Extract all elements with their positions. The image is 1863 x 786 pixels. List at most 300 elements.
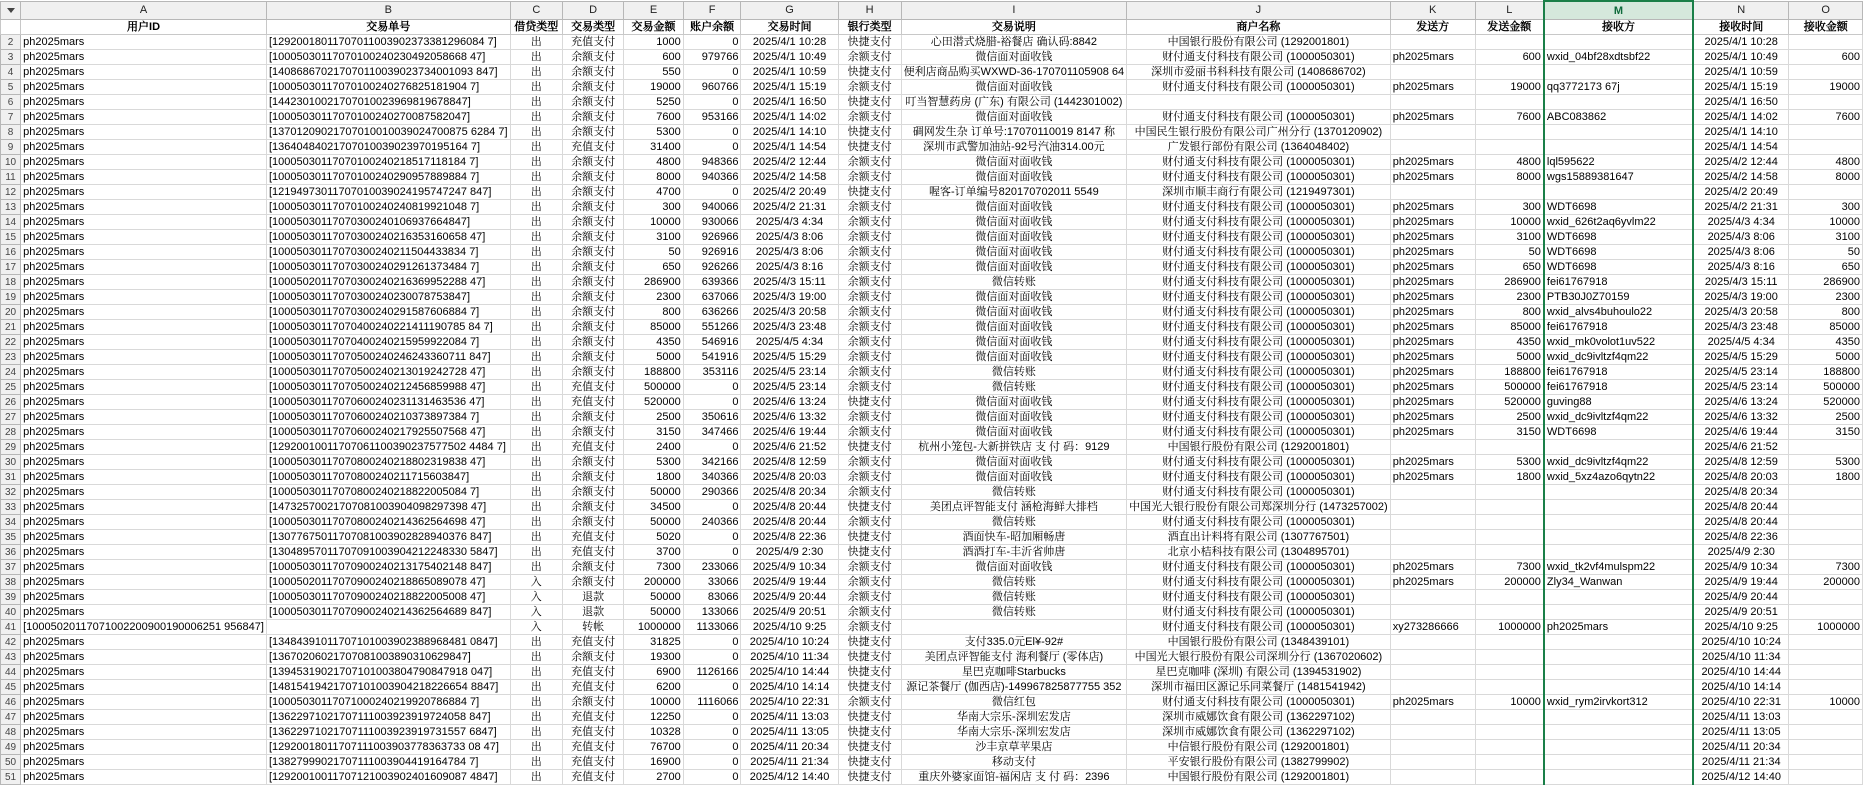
table-row[interactable] [1, 485, 1863, 500]
table-cell[interactable]: 286900 [1789, 275, 1863, 290]
table-cell[interactable]: 342166 [683, 455, 741, 470]
table-cell[interactable]: 2025/4/10 9:25 [1693, 620, 1789, 635]
table-cell[interactable]: 2025/4/5 23:14 [741, 380, 838, 395]
table-row[interactable] [1, 110, 1863, 125]
table-row[interactable] [1, 275, 1863, 290]
table-cell[interactable]: 500000 [1475, 380, 1544, 395]
table-cell[interactable]: 12250 [624, 710, 683, 725]
table-cell[interactable]: 重庆外婆家面馆-福闲店 支 付 码：2396 [901, 770, 1127, 785]
table-cell[interactable]: 余额支付 [838, 605, 901, 620]
table-cell[interactable]: 充值支付 [563, 725, 624, 740]
table-cell[interactable] [1789, 710, 1863, 725]
table-cell[interactable]: 微信转账 [901, 590, 1127, 605]
table-cell[interactable]: 沙丰京草苹果店 [901, 740, 1127, 755]
table-cell[interactable]: 余额支付 [563, 80, 624, 95]
table-row[interactable] [1, 50, 1863, 65]
table-cell[interactable]: 2025/4/12 14:40 [741, 770, 838, 785]
table-cell[interactable] [1789, 485, 1863, 500]
table-cell[interactable]: ph2025mars [1390, 320, 1475, 335]
table-cell[interactable]: 2025/4/1 14:02 [741, 110, 838, 125]
table-cell[interactable]: 2025/4/8 20:44 [741, 515, 838, 530]
table-cell[interactable] [1475, 710, 1544, 725]
column-header-k[interactable]: K [1390, 1, 1475, 20]
table-cell[interactable]: ph2025mars [21, 545, 267, 560]
table-cell[interactable]: fei61767918 [1544, 365, 1693, 380]
row-header[interactable]: 31 [1, 470, 21, 485]
table-cell[interactable]: [10005030117070300240216353160658 47] [266, 230, 510, 245]
table-cell[interactable]: 188800 [1475, 365, 1544, 380]
table-row[interactable] [1, 590, 1863, 605]
table-cell[interactable]: 出 [510, 530, 562, 545]
table-cell[interactable]: ph2025mars [21, 275, 267, 290]
table-cell[interactable]: 2300 [1475, 290, 1544, 305]
table-cell[interactable] [1390, 440, 1475, 455]
header-cell[interactable]: 接收方 [1544, 20, 1693, 35]
table-cell[interactable]: 3150 [1475, 425, 1544, 440]
row-header[interactable]: 5 [1, 80, 21, 95]
table-row[interactable] [1, 770, 1863, 785]
table-cell[interactable]: 余额支付 [838, 470, 901, 485]
table-cell[interactable]: ph2025mars [21, 395, 267, 410]
table-cell[interactable]: 余额支付 [838, 590, 901, 605]
table-cell[interactable]: [13484391011707101003902388968481 0847] [266, 635, 510, 650]
table-cell[interactable]: ph2025mars [21, 170, 267, 185]
table-cell[interactable]: 3700 [624, 545, 683, 560]
table-cell[interactable]: 2025/4/9 10:34 [741, 560, 838, 575]
table-cell[interactable] [1544, 755, 1693, 770]
table-cell[interactable]: ph2025mars [1390, 335, 1475, 350]
table-cell[interactable]: 0 [683, 125, 741, 140]
table-cell[interactable]: 953166 [683, 110, 741, 125]
row-header[interactable]: 2 [1, 35, 21, 50]
table-cell[interactable] [1544, 665, 1693, 680]
table-cell[interactable]: 0 [683, 680, 741, 695]
table-cell[interactable]: ph2025mars [21, 185, 267, 200]
table-cell[interactable]: 微信转账 [901, 275, 1127, 290]
table-cell[interactable]: 财付通支付科技有限公司 (1000050301) [1127, 470, 1391, 485]
table-cell[interactable]: 余额支付 [563, 215, 624, 230]
table-cell[interactable]: ph2025mars [21, 380, 267, 395]
table-cell[interactable]: 0 [683, 635, 741, 650]
table-cell[interactable]: 2025/4/10 11:34 [1693, 650, 1789, 665]
table-row[interactable] [1, 35, 1863, 50]
header-cell[interactable]: 发送金额 [1475, 20, 1544, 35]
table-cell[interactable] [1475, 515, 1544, 530]
table-cell[interactable]: 2025/4/2 12:44 [741, 155, 838, 170]
table-row[interactable] [1, 335, 1863, 350]
table-row[interactable] [1, 260, 1863, 275]
table-cell[interactable]: ph2025mars [21, 680, 267, 695]
table-cell[interactable]: xy273286666 [1390, 620, 1475, 635]
table-cell[interactable]: [10005030117070800240211715603847] [266, 470, 510, 485]
table-cell[interactable]: 926916 [683, 245, 741, 260]
table-cell[interactable]: ph2025mars [21, 440, 267, 455]
table-cell[interactable]: 19000 [1475, 80, 1544, 95]
table-row[interactable] [1, 470, 1863, 485]
table-cell[interactable]: ph2025mars [1390, 455, 1475, 470]
table-cell[interactable]: 出 [510, 185, 562, 200]
table-row[interactable] [1, 425, 1863, 440]
table-cell[interactable]: 1133066 [683, 620, 741, 635]
table-cell[interactable]: 出 [510, 725, 562, 740]
table-cell[interactable]: 余额支付 [838, 260, 901, 275]
table-cell[interactable]: 0 [683, 380, 741, 395]
table-cell[interactable]: 3100 [624, 230, 683, 245]
table-cell[interactable]: 微信面对面收钱 [901, 215, 1127, 230]
table-cell[interactable] [1789, 725, 1863, 740]
table-cell[interactable]: 余额支付 [838, 200, 901, 215]
table-cell[interactable]: 2025/4/3 15:11 [741, 275, 838, 290]
table-cell[interactable]: ph2025mars [1390, 170, 1475, 185]
table-cell[interactable]: 550 [624, 65, 683, 80]
table-cell[interactable]: 8000 [624, 170, 683, 185]
header-cell[interactable]: 交易说明 [901, 20, 1127, 35]
table-cell[interactable]: 0 [683, 500, 741, 515]
table-cell[interactable]: wxid_04bf28xdtsbf22 [1544, 50, 1693, 65]
table-cell[interactable]: 546916 [683, 335, 741, 350]
table-cell[interactable]: 微信面对面收钱 [901, 335, 1127, 350]
table-cell[interactable]: 4800 [1789, 155, 1863, 170]
row-header[interactable]: 30 [1, 455, 21, 470]
table-cell[interactable] [1390, 605, 1475, 620]
table-cell[interactable] [1544, 725, 1693, 740]
table-cell[interactable]: 83066 [683, 590, 741, 605]
table-cell[interactable]: 出 [510, 200, 562, 215]
table-cell[interactable]: ph2025mars [21, 335, 267, 350]
table-cell[interactable]: 2025/4/3 23:48 [741, 320, 838, 335]
table-cell[interactable] [1475, 545, 1544, 560]
row-header[interactable]: 39 [1, 590, 21, 605]
table-cell[interactable]: ph2025mars [21, 770, 267, 785]
table-cell[interactable]: ph2025mars [21, 470, 267, 485]
table-cell[interactable]: [13827999021707111003904419164784 7] [266, 755, 510, 770]
table-cell[interactable]: 财付通支付科技有限公司 (1000050301) [1127, 425, 1391, 440]
table-cell[interactable]: wxid_dc9ivltzf4qm22 [1544, 350, 1693, 365]
table-cell[interactable]: 财付通支付科技有限公司 (1000050301) [1127, 155, 1391, 170]
table-cell[interactable] [1475, 485, 1544, 500]
table-row[interactable] [1, 245, 1863, 260]
table-row[interactable] [1, 740, 1863, 755]
table-cell[interactable]: ph2025mars [1390, 425, 1475, 440]
table-cell[interactable]: ABC083862 [1544, 110, 1693, 125]
table-cell[interactable]: 余额支付 [563, 95, 624, 110]
column-header-a[interactable]: A [21, 1, 267, 20]
table-cell[interactable] [1789, 95, 1863, 110]
table-cell[interactable] [1544, 710, 1693, 725]
table-cell[interactable] [1789, 680, 1863, 695]
table-cell[interactable]: 财付通支付科技有限公司 (1000050301) [1127, 485, 1391, 500]
table-cell[interactable] [1475, 665, 1544, 680]
table-cell[interactable]: 2025/4/1 14:02 [1693, 110, 1789, 125]
table-cell[interactable]: 930066 [683, 215, 741, 230]
table-cell[interactable]: 出 [510, 755, 562, 770]
table-cell[interactable]: guving88 [1544, 395, 1693, 410]
table-cell[interactable]: 7300 [1789, 560, 1863, 575]
table-cell[interactable]: 余额支付 [838, 305, 901, 320]
table-cell[interactable]: PTB30J0Z70159 [1544, 290, 1693, 305]
row-header[interactable]: 33 [1, 500, 21, 515]
table-cell[interactable]: 940066 [683, 200, 741, 215]
table-cell[interactable]: ph2025mars [21, 305, 267, 320]
table-cell[interactable]: 50000 [624, 515, 683, 530]
table-cell[interactable]: 7300 [624, 560, 683, 575]
table-cell[interactable]: 3150 [1789, 425, 1863, 440]
table-cell[interactable]: 出 [510, 635, 562, 650]
table-cell[interactable]: ph2025mars [1390, 200, 1475, 215]
table-cell[interactable]: 2025/4/3 20:58 [1693, 305, 1789, 320]
table-cell[interactable]: [12920018011707011003902373381296084 7] [266, 35, 510, 50]
table-cell[interactable]: [10005030117070100240230492058668 47] [266, 50, 510, 65]
table-cell[interactable]: 2025/4/5 23:14 [741, 365, 838, 380]
table-cell[interactable]: 2025/4/6 21:52 [741, 440, 838, 455]
table-cell[interactable]: 余额支付 [563, 230, 624, 245]
table-cell[interactable]: 5000 [1789, 350, 1863, 365]
row-header[interactable]: 40 [1, 605, 21, 620]
table-cell[interactable]: wxid_5xz4azo6qytn22 [1544, 470, 1693, 485]
header-cell[interactable]: 交易时间 [741, 20, 838, 35]
row-header[interactable]: 25 [1, 380, 21, 395]
table-cell[interactable]: 财付通支付科技有限公司 (1000050301) [1127, 80, 1391, 95]
table-cell[interactable]: 余额支付 [838, 455, 901, 470]
table-cell[interactable]: 1000000 [1789, 620, 1863, 635]
table-cell[interactable]: 200000 [1789, 575, 1863, 590]
table-cell[interactable]: 余额支付 [838, 215, 901, 230]
table-cell[interactable] [1789, 770, 1863, 785]
table-cell[interactable]: 2025/4/11 20:34 [741, 740, 838, 755]
table-cell[interactable]: 2025/4/10 14:14 [741, 680, 838, 695]
table-cell[interactable]: 2025/4/3 8:16 [1693, 260, 1789, 275]
table-cell[interactable]: 余额支付 [563, 515, 624, 530]
table-cell[interactable] [1390, 95, 1475, 110]
table-row[interactable] [1, 635, 1863, 650]
table-cell[interactable]: [12920010011707061100390237577502 4484 7] [266, 440, 510, 455]
table-cell[interactable]: 520000 [1789, 395, 1863, 410]
table-cell[interactable]: ph2025mars [1390, 50, 1475, 65]
table-row[interactable] [1, 440, 1863, 455]
table-cell[interactable]: 2025/4/3 4:34 [741, 215, 838, 230]
table-cell[interactable]: 2025/4/11 13:03 [741, 710, 838, 725]
table-cell[interactable]: wxid_tk2vf4mulspm22 [1544, 560, 1693, 575]
table-cell[interactable]: [10005030117070900240213175402148 847] [266, 560, 510, 575]
table-cell[interactable]: 5300 [624, 125, 683, 140]
row-header[interactable]: 37 [1, 560, 21, 575]
table-cell[interactable]: ph2025mars [1390, 560, 1475, 575]
table-cell[interactable] [1544, 485, 1693, 500]
table-cell[interactable]: 2025/4/8 22:36 [1693, 530, 1789, 545]
table-cell[interactable]: 余额支付 [563, 110, 624, 125]
table-cell[interactable]: 充值支付 [563, 395, 624, 410]
table-cell[interactable]: 充值支付 [563, 770, 624, 785]
table-cell[interactable]: 快捷支付 [838, 545, 901, 560]
table-cell[interactable]: 85000 [1789, 320, 1863, 335]
table-cell[interactable]: 杭州小笼包-大新拼铁店 支 付 码：9129 [901, 440, 1127, 455]
table-cell[interactable] [1475, 35, 1544, 50]
table-cell[interactable]: 2025/4/6 13:24 [1693, 395, 1789, 410]
row-header[interactable]: 6 [1, 95, 21, 110]
table-cell[interactable]: ph2025mars [21, 410, 267, 425]
table-cell[interactable]: [14815419421707101003904218226654 8847] [266, 680, 510, 695]
table-cell[interactable]: 财付通支付科技有限公司 (1000050301) [1127, 305, 1391, 320]
table-cell[interactable]: 200000 [1475, 575, 1544, 590]
table-cell[interactable]: ph2025mars [21, 755, 267, 770]
row-header[interactable]: 15 [1, 230, 21, 245]
table-cell[interactable]: 2025/4/1 15:19 [741, 80, 838, 95]
table-cell[interactable]: 2025/4/8 20:34 [741, 485, 838, 500]
column-header-i[interactable]: I [901, 1, 1127, 20]
table-cell[interactable]: [10005030117070100240218517118184 7] [266, 155, 510, 170]
table-cell[interactable]: 2025/4/11 21:34 [741, 755, 838, 770]
table-cell[interactable]: 余额支付 [838, 335, 901, 350]
table-cell[interactable]: [10005020117071002200900190006251 956847] [21, 620, 267, 635]
table-cell[interactable]: 充值支付 [563, 665, 624, 680]
table-cell[interactable] [1544, 680, 1693, 695]
table-cell[interactable]: 中国银行股份有限公司 (1292001801) [1127, 770, 1391, 785]
table-cell[interactable]: 余额支付 [563, 455, 624, 470]
table-cell[interactable]: ph2025mars [21, 350, 267, 365]
table-cell[interactable]: 2025/4/6 19:44 [741, 425, 838, 440]
row-header[interactable]: 48 [1, 725, 21, 740]
table-cell[interactable]: 188800 [624, 365, 683, 380]
table-cell[interactable]: [10005030117070100240270087582047] [266, 110, 510, 125]
table-cell[interactable]: wxid_dc9ivltzf4qm22 [1544, 455, 1693, 470]
header-cell[interactable]: 商户名称 [1127, 20, 1391, 35]
header-cell[interactable]: 用户ID [21, 20, 267, 35]
table-cell[interactable]: ph2025mars [21, 425, 267, 440]
table-cell[interactable]: ph2025mars [21, 320, 267, 335]
column-header-c[interactable]: C [510, 1, 562, 20]
table-cell[interactable]: 2025/4/9 20:51 [741, 605, 838, 620]
table-cell[interactable]: 入 [510, 605, 562, 620]
table-cell[interactable]: [10005030117070900240218822005008 47] [266, 590, 510, 605]
table-cell[interactable]: 余额支付 [563, 275, 624, 290]
table-cell[interactable]: ph2025mars [21, 500, 267, 515]
table-cell[interactable]: wxid_rym2irvkort312 [1544, 695, 1693, 710]
table-cell[interactable]: 2025/4/2 14:58 [1693, 170, 1789, 185]
table-cell[interactable]: ph2025mars [1390, 365, 1475, 380]
table-cell[interactable] [1390, 125, 1475, 140]
table-cell[interactable]: 5000 [1475, 350, 1544, 365]
table-cell[interactable]: wxid_626t2aq6yvlm22 [1544, 215, 1693, 230]
table-cell[interactable]: ph2025mars [21, 695, 267, 710]
row-header[interactable]: 29 [1, 440, 21, 455]
table-cell[interactable]: 余额支付 [563, 350, 624, 365]
table-cell[interactable]: 财付通支付科技有限公司 (1000050301) [1127, 560, 1391, 575]
table-cell[interactable]: 出 [510, 125, 562, 140]
table-cell[interactable]: 2025/4/2 21:31 [741, 200, 838, 215]
table-cell[interactable]: 中国银行股份有限公司 (1292001801) [1127, 440, 1391, 455]
table-cell[interactable]: 10000 [624, 215, 683, 230]
table-cell[interactable]: 美团点评智能支付 海利餐厅 (零体店) [901, 650, 1127, 665]
table-cell[interactable] [1544, 635, 1693, 650]
row-header[interactable]: 51 [1, 770, 21, 785]
table-cell[interactable]: 出 [510, 320, 562, 335]
table-cell[interactable]: 微信面对面收钱 [901, 455, 1127, 470]
table-cell[interactable]: 1800 [1789, 470, 1863, 485]
table-cell[interactable]: [10005030117070800240214362564698 47] [266, 515, 510, 530]
table-cell[interactable]: [13640484021707010039023970195164 7] [266, 140, 510, 155]
table-cell[interactable]: 微信转账 [901, 515, 1127, 530]
table-cell[interactable]: 深圳市福田区源记乐同菜餐厅 (1481541942) [1127, 680, 1391, 695]
table-cell[interactable]: ph2025mars [21, 710, 267, 725]
table-cell[interactable]: 0 [683, 710, 741, 725]
column-header-j[interactable]: J [1127, 1, 1391, 20]
table-cell[interactable]: 余额支付 [563, 500, 624, 515]
table-cell[interactable]: 520000 [624, 395, 683, 410]
table-cell[interactable]: 2025/4/5 4:34 [1693, 335, 1789, 350]
table-cell[interactable]: [14732570021707081003904098297398 47] [266, 500, 510, 515]
table-cell[interactable]: ph2025mars [21, 80, 267, 95]
table-cell[interactable]: 移动支付 [901, 755, 1127, 770]
table-cell[interactable]: 快捷支付 [838, 185, 901, 200]
table-cell[interactable]: 50 [1475, 245, 1544, 260]
table-cell[interactable]: ph2025mars [21, 140, 267, 155]
table-row[interactable] [1, 95, 1863, 110]
table-cell[interactable]: 北京小桔科技有限公司 (1304895701) [1127, 545, 1391, 560]
table-cell[interactable]: 2025/4/10 9:25 [741, 620, 838, 635]
table-cell[interactable]: 余额支付 [563, 335, 624, 350]
row-header[interactable]: 11 [1, 170, 21, 185]
table-cell[interactable]: 4800 [1475, 155, 1544, 170]
table-cell[interactable]: ph2025mars [21, 455, 267, 470]
table-cell[interactable]: 转帐 [563, 620, 624, 635]
table-cell[interactable]: 1000 [624, 35, 683, 50]
row-header[interactable]: 22 [1, 335, 21, 350]
table-cell[interactable]: 微信面对面收钱 [901, 290, 1127, 305]
table-row[interactable] [1, 290, 1863, 305]
table-cell[interactable]: 5000 [624, 350, 683, 365]
table-cell[interactable]: 心田潜式烧腊-裕餐店 确认码:8842 [901, 35, 1127, 50]
table-cell[interactable]: WDT6698 [1544, 425, 1693, 440]
table-cell[interactable]: wgs15889381647 [1544, 170, 1693, 185]
table-cell[interactable] [1475, 605, 1544, 620]
table-cell[interactable]: 541916 [683, 350, 741, 365]
table-cell[interactable]: 出 [510, 245, 562, 260]
row-header[interactable]: 50 [1, 755, 21, 770]
table-cell[interactable]: 600 [1475, 50, 1544, 65]
table-cell[interactable]: 华南大宗乐-深圳宏发店 [901, 710, 1127, 725]
table-cell[interactable]: 退款 [563, 605, 624, 620]
table-cell[interactable]: 85000 [624, 320, 683, 335]
table-cell[interactable]: [13048957011707091003904212248330 5847] [266, 545, 510, 560]
table-cell[interactable]: 余额支付 [838, 290, 901, 305]
table-cell[interactable]: 2025/4/10 14:44 [741, 665, 838, 680]
table-cell[interactable] [1475, 65, 1544, 80]
table-cell[interactable]: ph2025mars [1390, 245, 1475, 260]
row-header[interactable]: 13 [1, 200, 21, 215]
table-row[interactable] [1, 515, 1863, 530]
table-cell[interactable]: ph2025mars [21, 365, 267, 380]
table-cell[interactable]: ph2025mars [1390, 80, 1475, 95]
table-cell[interactable]: [10005030117070900240214362564689 847] [266, 605, 510, 620]
table-cell[interactable] [1390, 755, 1475, 770]
table-cell[interactable] [1789, 35, 1863, 50]
table-row[interactable] [1, 575, 1863, 590]
row-header[interactable]: 27 [1, 410, 21, 425]
table-cell[interactable]: 2025/4/3 20:58 [741, 305, 838, 320]
table-cell[interactable]: 出 [510, 335, 562, 350]
table-cell[interactable]: 退款 [563, 590, 624, 605]
table-cell[interactable]: 0 [683, 725, 741, 740]
table-cell[interactable]: 200000 [624, 575, 683, 590]
table-cell[interactable]: 500000 [624, 380, 683, 395]
table-cell[interactable]: 2025/4/8 20:44 [1693, 515, 1789, 530]
table-cell[interactable]: 0 [683, 530, 741, 545]
table-cell[interactable]: 微信面对面收钱 [901, 260, 1127, 275]
table-cell[interactable]: ph2025mars [21, 560, 267, 575]
table-cell[interactable]: 2025/4/6 21:52 [1693, 440, 1789, 455]
table-cell[interactable]: 支付335.0元El¥-92# [901, 635, 1127, 650]
row-header[interactable]: 49 [1, 740, 21, 755]
